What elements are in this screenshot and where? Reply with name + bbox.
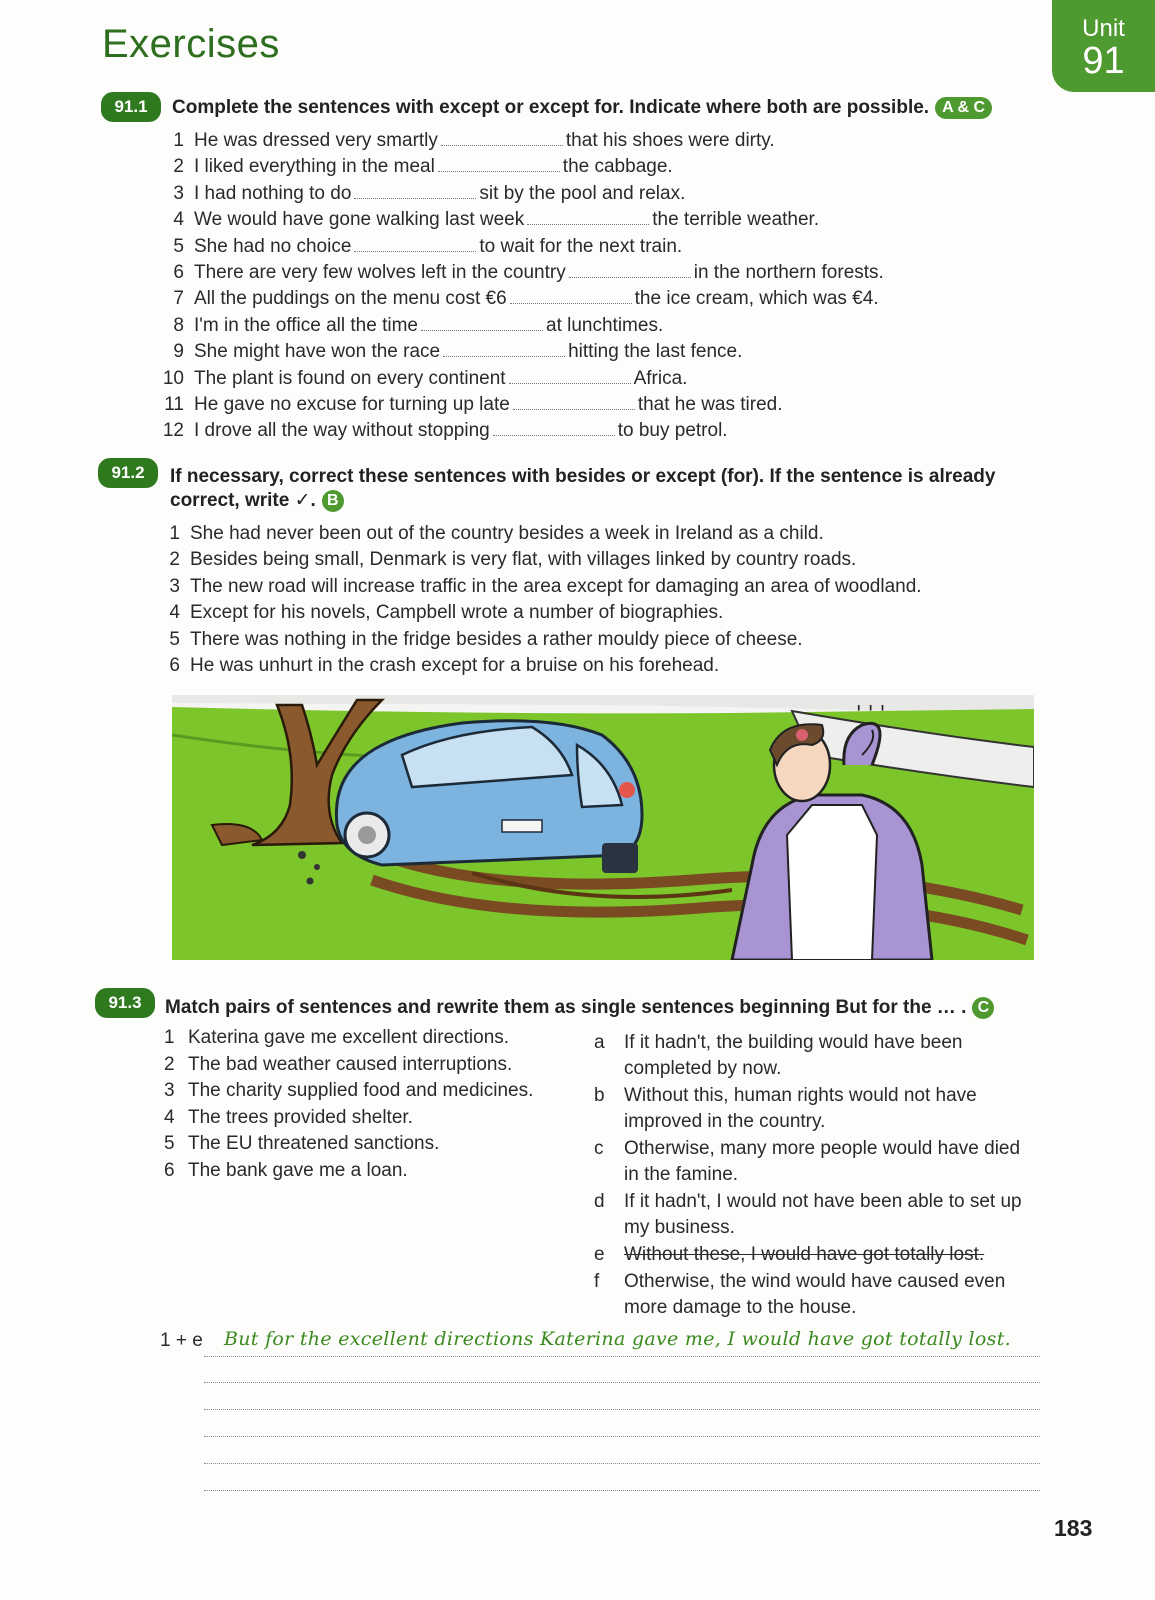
item-text: The trees provided shelter. bbox=[188, 1106, 413, 1128]
answer-line[interactable] bbox=[204, 1410, 1040, 1437]
item-text: that he was tired. bbox=[637, 393, 783, 415]
instr-keyword: except (for) bbox=[655, 466, 759, 487]
item-letter: f bbox=[594, 1271, 600, 1292]
instr-text: Match pairs of sentences and rewrite them as single sentences beginning bbox=[165, 997, 836, 1018]
item-text: Otherwise, many more people would have died in the famine. bbox=[624, 1138, 1021, 1185]
item-text: Besides being small, Denmark is very flat, with villages linked by country roads. bbox=[190, 549, 857, 571]
item-text: Except for his novels, Campbell wrote a number of biographies. bbox=[190, 602, 724, 624]
answer-blank[interactable] bbox=[513, 395, 635, 410]
instr-text: . Indicate where both are possible. bbox=[618, 97, 930, 118]
list-item bbox=[152, 547, 922, 573]
item-number: 3 bbox=[164, 1080, 175, 1101]
item-letter: e bbox=[594, 1244, 605, 1265]
item-text: the terrible weather. bbox=[652, 209, 820, 231]
instr-keyword: besides bbox=[555, 466, 626, 487]
instr-keyword: except bbox=[439, 97, 500, 118]
item-number: 8 bbox=[173, 314, 184, 336]
answer-line[interactable] bbox=[204, 1330, 1040, 1357]
exercise-number-91-3: 91.3 bbox=[95, 988, 155, 1018]
item-letter: c bbox=[594, 1138, 604, 1159]
unit-tab bbox=[1052, 0, 1155, 92]
item-text: There are very few wolves left in the country bbox=[194, 261, 566, 283]
item-number: 2 bbox=[173, 156, 184, 178]
item-text: hitting the last fence. bbox=[568, 341, 743, 363]
item-text: sit by the pool and relax. bbox=[479, 182, 686, 204]
exercise-instruction-91-2 bbox=[170, 465, 1030, 513]
answer-blank[interactable] bbox=[443, 342, 565, 357]
list-item bbox=[164, 1078, 533, 1105]
item-number: 12 bbox=[162, 420, 184, 442]
item-text: He was unhurt in the crash except for a bruise on his forehead. bbox=[190, 654, 720, 676]
list-item bbox=[594, 1269, 1034, 1321]
instr-text: If necessary, correct these sentences with bbox=[170, 466, 556, 487]
answer-blank[interactable] bbox=[354, 184, 476, 199]
item-text-struck: Without these, I would have got totally lost. bbox=[624, 1244, 985, 1265]
answer-blank[interactable] bbox=[354, 237, 476, 252]
list-item bbox=[164, 1105, 533, 1132]
item-text: She had never been out of the country besides a week in Ireland as a child. bbox=[190, 523, 824, 544]
page-title: Exercises bbox=[102, 22, 280, 66]
exercise-instruction-91-3 bbox=[165, 996, 994, 1020]
item-number: 4 bbox=[169, 602, 180, 624]
instr-keyword: But for the … . bbox=[835, 997, 967, 1018]
list-item bbox=[156, 181, 884, 207]
item-number: 10 bbox=[162, 367, 184, 389]
item-number: 4 bbox=[164, 1106, 175, 1128]
unit-label: Unit bbox=[1082, 15, 1125, 42]
list-item bbox=[156, 418, 884, 444]
item-text: He gave no excuse for turning up late bbox=[194, 393, 510, 415]
item-text: The charity supplied food and medicines. bbox=[188, 1080, 534, 1101]
list-item bbox=[152, 521, 922, 547]
list-item bbox=[152, 627, 922, 653]
answer-line[interactable] bbox=[204, 1356, 1040, 1383]
item-number: 3 bbox=[169, 575, 180, 597]
item-number: 2 bbox=[164, 1053, 175, 1075]
instr-text: or bbox=[499, 97, 529, 118]
item-letter: b bbox=[594, 1085, 605, 1106]
item-text: to wait for the next train. bbox=[479, 235, 683, 257]
item-text: Without this, human rights would not have improved in the country. bbox=[624, 1085, 977, 1132]
item-text: I liked everything in the meal bbox=[194, 156, 435, 178]
list-item bbox=[594, 1083, 1034, 1135]
item-text: All the puddings on the menu cost €6 bbox=[194, 288, 507, 310]
item-text: The plant is found on every continent bbox=[194, 367, 506, 389]
item-number: 5 bbox=[164, 1133, 175, 1154]
answer-line[interactable] bbox=[204, 1383, 1040, 1410]
unit-number: 91 bbox=[1082, 40, 1125, 82]
exercise-91-3-right-list bbox=[594, 1030, 1034, 1322]
list-item bbox=[156, 207, 884, 233]
example-answer: But for the excellent directions Katerina gave me, I would have got totally lost. bbox=[224, 1328, 1011, 1350]
item-text: The bank gave me a loan. bbox=[188, 1159, 408, 1181]
answer-blank[interactable] bbox=[421, 316, 543, 331]
item-text: We would have gone walking last week bbox=[194, 209, 525, 231]
list-item bbox=[156, 366, 884, 392]
item-text: The new road will increase traffic in the area except for damaging an area of woodland. bbox=[190, 575, 922, 597]
item-text: at lunchtimes. bbox=[546, 314, 664, 336]
item-text: She had no choice bbox=[194, 235, 352, 257]
exercise-91-1-list bbox=[156, 128, 884, 445]
list-item bbox=[152, 600, 922, 626]
answer-lines bbox=[160, 1330, 1040, 1491]
item-number: 6 bbox=[164, 1159, 175, 1181]
item-number: 6 bbox=[169, 654, 180, 676]
item-text: Katerina gave me excellent directions. bbox=[188, 1027, 510, 1048]
answer-blank[interactable] bbox=[527, 210, 649, 225]
item-text: The bad weather caused interruptions. bbox=[188, 1053, 513, 1075]
list-item bbox=[156, 234, 884, 260]
answer-line[interactable] bbox=[204, 1437, 1040, 1464]
list-item bbox=[156, 392, 884, 418]
page-number: 183 bbox=[1054, 1515, 1093, 1541]
list-item bbox=[594, 1189, 1034, 1241]
list-item bbox=[594, 1030, 1034, 1082]
item-letter: d bbox=[594, 1191, 605, 1212]
item-text: Africa. bbox=[633, 367, 688, 389]
grammar-ref-badge: A & C bbox=[935, 97, 992, 119]
exercise-number-91-1: 91.1 bbox=[101, 92, 161, 122]
item-text: The EU threatened sanctions. bbox=[188, 1133, 440, 1154]
item-number: 9 bbox=[173, 341, 184, 363]
svg-text:' ' ': ' ' ' bbox=[856, 701, 886, 725]
answer-blank[interactable] bbox=[493, 421, 615, 436]
item-number: 4 bbox=[173, 209, 184, 231]
list-item bbox=[156, 286, 884, 312]
item-number: 11 bbox=[164, 393, 184, 415]
answer-blank[interactable] bbox=[509, 369, 631, 384]
instr-text: correct, write ✓. bbox=[170, 490, 316, 511]
list-item bbox=[152, 653, 922, 679]
car-crash-illustration bbox=[172, 695, 1034, 960]
list-item bbox=[164, 1025, 533, 1052]
grammar-ref-badge: C bbox=[972, 997, 994, 1019]
item-letter: a bbox=[594, 1032, 605, 1053]
item-number: 5 bbox=[173, 235, 184, 257]
exercise-91-2-list bbox=[152, 521, 922, 679]
instr-text: or bbox=[625, 466, 656, 487]
list-item bbox=[152, 574, 922, 600]
list-item bbox=[156, 339, 884, 365]
item-number: 7 bbox=[173, 288, 184, 310]
item-number: 5 bbox=[169, 628, 180, 650]
exercise-instruction-91-1 bbox=[172, 96, 992, 120]
exercise-number-91-2: 91.2 bbox=[98, 458, 158, 488]
item-text: the cabbage. bbox=[562, 156, 673, 178]
instr-text: . If the sentence is already bbox=[758, 466, 996, 487]
item-number: 1 bbox=[164, 1027, 175, 1048]
instr-text: Complete the sentences with bbox=[172, 97, 440, 118]
list-item bbox=[594, 1242, 1034, 1268]
answer-blank[interactable] bbox=[510, 289, 632, 304]
list-item bbox=[156, 260, 884, 286]
grammar-ref-badge: B bbox=[322, 490, 344, 512]
item-number: 2 bbox=[169, 549, 180, 571]
item-text: the ice cream, which was €4. bbox=[634, 288, 879, 310]
item-text: I drove all the way without stopping bbox=[194, 420, 490, 442]
item-number: 6 bbox=[173, 261, 184, 283]
answer-blank[interactable] bbox=[441, 131, 563, 146]
item-text: I'm in the office all the time bbox=[194, 314, 418, 336]
item-text: If it hadn't, I would not have been able to set up my business. bbox=[624, 1191, 1022, 1238]
exercise-91-3-left-list bbox=[164, 1025, 533, 1184]
example-key: 1 + e bbox=[160, 1330, 203, 1351]
item-number: 3 bbox=[173, 182, 184, 204]
item-text: in the northern forests. bbox=[693, 261, 884, 283]
list-item bbox=[594, 1136, 1034, 1188]
item-text: If it hadn't, the building would have been completed by now. bbox=[624, 1032, 963, 1079]
answer-line[interactable] bbox=[204, 1464, 1040, 1491]
answer-blank[interactable] bbox=[438, 157, 560, 172]
item-text: There was nothing in the fridge besides a rather mouldy piece of cheese. bbox=[190, 628, 803, 650]
item-text: She might have won the race bbox=[194, 341, 441, 363]
answer-blank[interactable] bbox=[569, 263, 691, 278]
item-text: He was dressed very smartly bbox=[194, 130, 438, 151]
list-item bbox=[156, 154, 884, 180]
instr-keyword: except for bbox=[528, 97, 619, 118]
item-number: 1 bbox=[169, 523, 180, 544]
list-item bbox=[156, 313, 884, 339]
item-text: to buy petrol. bbox=[617, 420, 728, 442]
item-text: that his shoes were dirty. bbox=[565, 130, 775, 151]
list-item bbox=[156, 128, 884, 154]
item-text: I had nothing to do bbox=[194, 182, 352, 204]
item-number: 1 bbox=[173, 130, 184, 151]
list-item bbox=[164, 1158, 533, 1185]
list-item bbox=[164, 1131, 533, 1158]
item-text: Otherwise, the wind would have caused even more damage to the house. bbox=[624, 1271, 1006, 1318]
list-item bbox=[164, 1052, 533, 1079]
